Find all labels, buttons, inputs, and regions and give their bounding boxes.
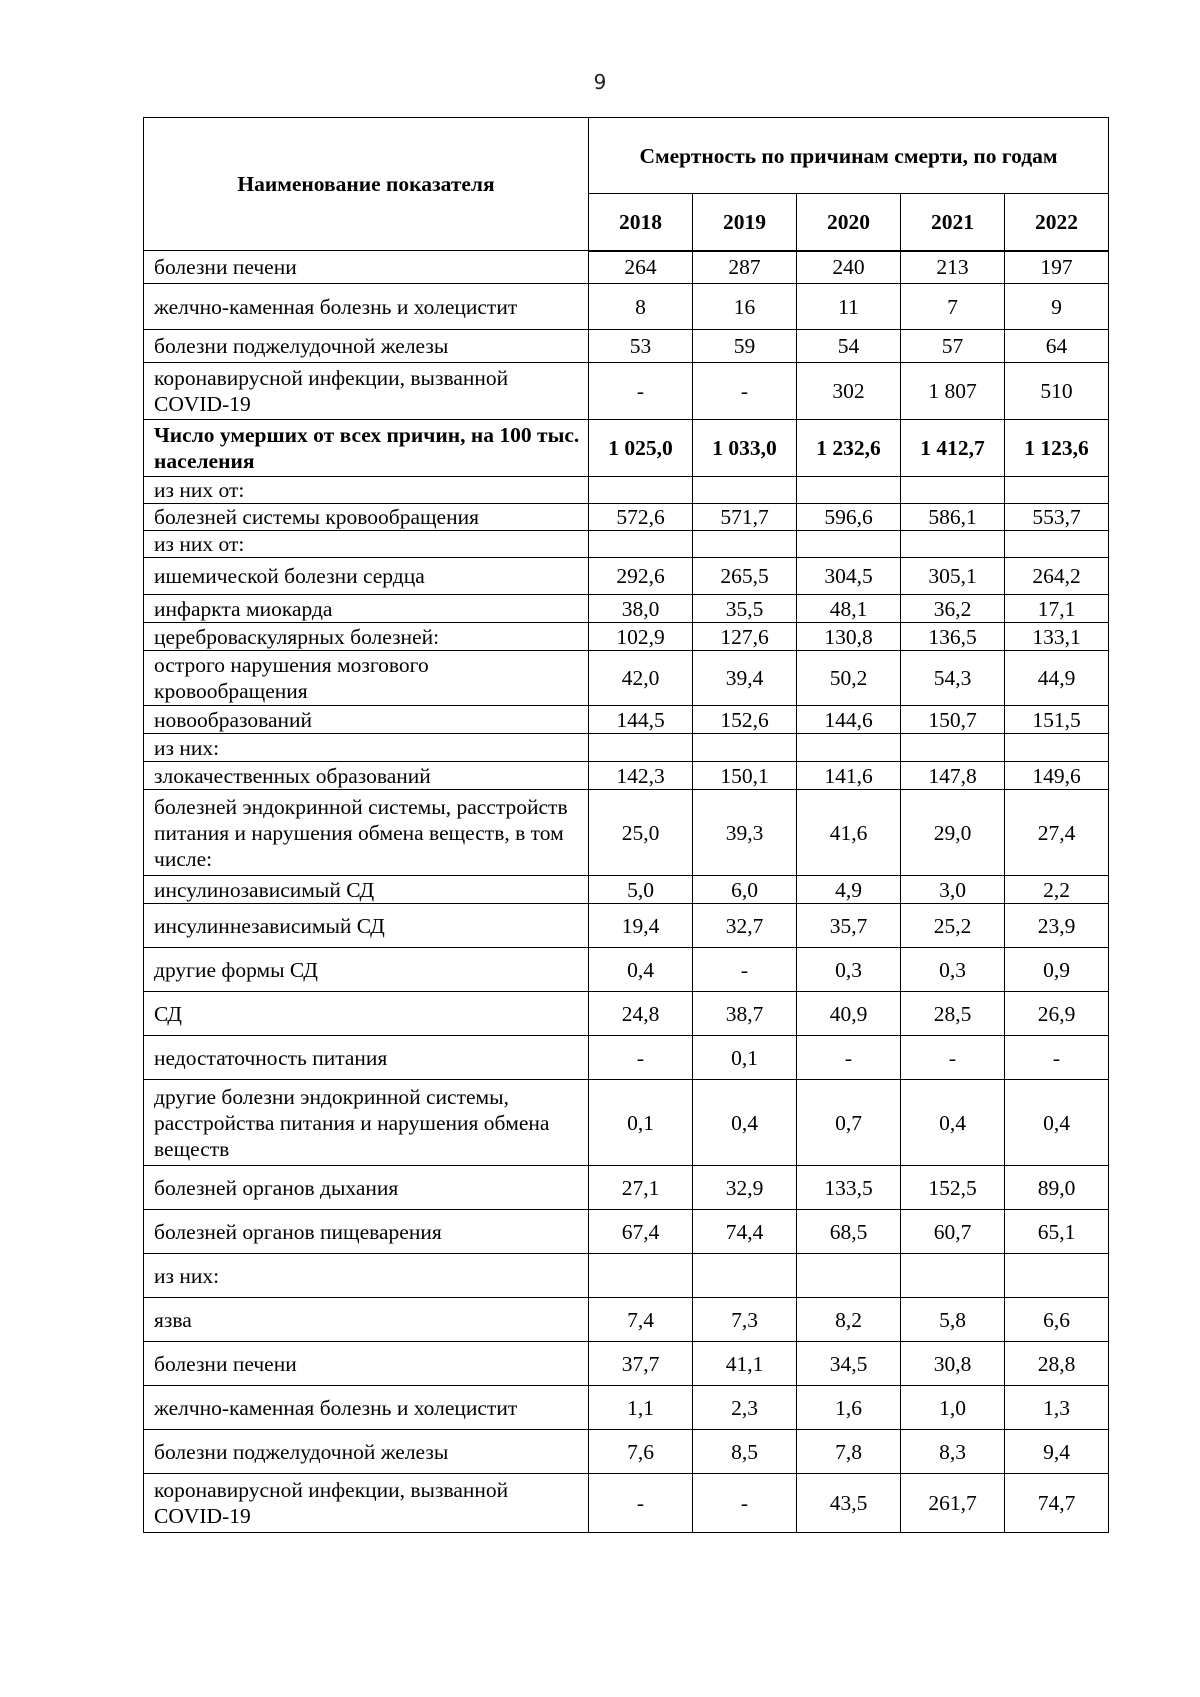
value-cell: 0,4 [901, 1080, 1005, 1166]
table-row [144, 651, 1109, 706]
value-cell: 41,1 [693, 1342, 797, 1386]
value-cell: 6,0 [693, 876, 797, 904]
value-cell: 197 [1005, 251, 1109, 284]
value-cell [901, 734, 1005, 762]
value-cell: 9 [1005, 284, 1109, 330]
value-cell: 30,8 [901, 1342, 1005, 1386]
value-cell [1005, 734, 1109, 762]
table-row [144, 363, 1109, 420]
value-cell: 5,8 [901, 1298, 1005, 1342]
value-cell: 1 232,6 [797, 420, 901, 477]
value-cell: 305,1 [901, 558, 1005, 595]
row-label: из них: [144, 734, 589, 762]
value-cell: 287 [693, 251, 797, 284]
value-cell: 1,6 [797, 1386, 901, 1430]
value-cell: 28,5 [901, 992, 1005, 1036]
value-cell: 152,6 [693, 706, 797, 734]
value-cell [901, 531, 1005, 558]
year-header: 2018 [589, 194, 693, 251]
value-cell: 149,6 [1005, 762, 1109, 790]
value-cell: 133,5 [797, 1166, 901, 1210]
value-cell: 39,4 [693, 651, 797, 706]
value-cell: 9,4 [1005, 1430, 1109, 1474]
value-cell: 0,9 [1005, 948, 1109, 992]
value-cell: 24,8 [589, 992, 693, 1036]
row-label: болезни печени [144, 251, 589, 284]
value-cell: 34,5 [797, 1342, 901, 1386]
value-cell: 74,4 [693, 1210, 797, 1254]
page-number: 9 [593, 70, 607, 94]
value-cell: 41,6 [797, 790, 901, 876]
value-cell: 65,1 [1005, 1210, 1109, 1254]
table-row [144, 1210, 1109, 1254]
value-cell: 25,0 [589, 790, 693, 876]
value-cell: 1 123,6 [1005, 420, 1109, 477]
value-cell: 0,4 [1005, 1080, 1109, 1166]
table-row [144, 1342, 1109, 1386]
value-cell: 0,3 [901, 948, 1005, 992]
value-cell: - [589, 1036, 693, 1080]
value-cell: 133,1 [1005, 623, 1109, 651]
value-cell: 68,5 [797, 1210, 901, 1254]
value-cell: 43,5 [797, 1474, 901, 1533]
value-cell: 60,7 [901, 1210, 1005, 1254]
value-cell: 7,3 [693, 1298, 797, 1342]
value-cell: 26,9 [1005, 992, 1109, 1036]
value-cell [693, 734, 797, 762]
value-cell: 261,7 [901, 1474, 1005, 1533]
row-label: болезней органов дыхания [144, 1166, 589, 1210]
value-cell: 54 [797, 330, 901, 363]
table-row [144, 623, 1109, 651]
value-cell: - [797, 1036, 901, 1080]
year-header: 2022 [1005, 194, 1109, 251]
table-row [144, 904, 1109, 948]
value-cell: 102,9 [589, 623, 693, 651]
value-cell: 1,3 [1005, 1386, 1109, 1430]
value-cell: 64 [1005, 330, 1109, 363]
value-cell: - [693, 363, 797, 420]
value-cell [589, 1254, 693, 1298]
value-cell: 510 [1005, 363, 1109, 420]
value-cell [589, 477, 693, 504]
row-label: инфаркта миокарда [144, 595, 589, 623]
table-row [144, 1036, 1109, 1080]
value-cell: 144,6 [797, 706, 901, 734]
value-cell: 144,5 [589, 706, 693, 734]
value-cell [1005, 477, 1109, 504]
year-header: 2020 [797, 194, 901, 251]
value-cell: - [693, 948, 797, 992]
value-cell: 89,0 [1005, 1166, 1109, 1210]
value-cell: 11 [797, 284, 901, 330]
value-cell [693, 1254, 797, 1298]
table-row [144, 477, 1109, 504]
value-cell: 572,6 [589, 504, 693, 531]
value-cell: 39,3 [693, 790, 797, 876]
value-cell: 8,3 [901, 1430, 1005, 1474]
value-cell: 40,9 [797, 992, 901, 1036]
value-cell: 136,5 [901, 623, 1005, 651]
row-label: болезней органов пищеварения [144, 1210, 589, 1254]
value-cell: 59 [693, 330, 797, 363]
value-cell: 57 [901, 330, 1005, 363]
table-row [144, 1386, 1109, 1430]
mortality-table [143, 117, 1109, 1533]
value-cell [901, 1254, 1005, 1298]
value-cell: 8,2 [797, 1298, 901, 1342]
value-cell: 27,1 [589, 1166, 693, 1210]
row-label: новообразований [144, 706, 589, 734]
value-cell: 44,9 [1005, 651, 1109, 706]
value-cell: 1 025,0 [589, 420, 693, 477]
value-cell [901, 477, 1005, 504]
value-cell: 264 [589, 251, 693, 284]
value-cell: 151,5 [1005, 706, 1109, 734]
row-label: желчно-каменная болезнь и холецистит [144, 1386, 589, 1430]
value-cell: 8,5 [693, 1430, 797, 1474]
value-cell: 147,8 [901, 762, 1005, 790]
table-row [144, 595, 1109, 623]
value-cell: 16 [693, 284, 797, 330]
row-label: болезни поджелудочной железы [144, 330, 589, 363]
value-cell: 7,6 [589, 1430, 693, 1474]
table-row [144, 1166, 1109, 1210]
value-cell: 42,0 [589, 651, 693, 706]
year-header: 2021 [901, 194, 1005, 251]
value-cell: 32,7 [693, 904, 797, 948]
value-cell: 35,5 [693, 595, 797, 623]
value-cell: 50,2 [797, 651, 901, 706]
table-row [144, 992, 1109, 1036]
value-cell: 553,7 [1005, 504, 1109, 531]
table-row [144, 330, 1109, 363]
value-cell [1005, 531, 1109, 558]
value-cell: 38,0 [589, 595, 693, 623]
row-label: болезни печени [144, 1342, 589, 1386]
row-label: из них: [144, 1254, 589, 1298]
value-cell [1005, 1254, 1109, 1298]
row-label: из них от: [144, 531, 589, 558]
value-cell: 0,3 [797, 948, 901, 992]
value-cell: 32,9 [693, 1166, 797, 1210]
row-label: СД [144, 992, 589, 1036]
value-cell [797, 1254, 901, 1298]
row-label: инсулинозависимый СД [144, 876, 589, 904]
value-cell: - [693, 1474, 797, 1533]
value-cell: 130,8 [797, 623, 901, 651]
row-label: недостаточность питания [144, 1036, 589, 1080]
row-label: острого нарушения мозгового кровообращения [144, 651, 589, 706]
value-cell: 0,1 [693, 1036, 797, 1080]
value-cell [797, 477, 901, 504]
table-row [144, 558, 1109, 595]
row-label: ишемической болезни сердца [144, 558, 589, 595]
table-row [144, 1430, 1109, 1474]
row-label: инсулиннезависимый СД [144, 904, 589, 948]
value-cell: 152,5 [901, 1166, 1005, 1210]
value-cell: 7,4 [589, 1298, 693, 1342]
value-cell: 0,4 [693, 1080, 797, 1166]
value-cell: 27,4 [1005, 790, 1109, 876]
value-cell: 142,3 [589, 762, 693, 790]
table-row [144, 1080, 1109, 1166]
table-row [144, 790, 1109, 876]
value-cell: 150,1 [693, 762, 797, 790]
value-cell [797, 734, 901, 762]
table-row [144, 420, 1109, 477]
table-row [144, 948, 1109, 992]
table-row [144, 531, 1109, 558]
value-cell: - [1005, 1036, 1109, 1080]
value-cell: 6,6 [1005, 1298, 1109, 1342]
value-cell: 2,3 [693, 1386, 797, 1430]
value-cell: 19,4 [589, 904, 693, 948]
value-cell: 48,1 [797, 595, 901, 623]
group-header: Смертность по причинам смерти, по годам [589, 118, 1109, 194]
value-cell: 67,4 [589, 1210, 693, 1254]
row-label: коронавирусной инфекции, вызванной COVID-19 [144, 363, 589, 420]
value-cell: 4,9 [797, 876, 901, 904]
table-row [144, 1298, 1109, 1342]
value-cell: 1 807 [901, 363, 1005, 420]
value-cell: 0,1 [589, 1080, 693, 1166]
indicator-header: Наименование показателя [144, 118, 589, 251]
row-label: другие болезни эндокринной системы, расстройства питания и нарушения обмена веществ [144, 1080, 589, 1166]
value-cell [589, 531, 693, 558]
value-cell: 25,2 [901, 904, 1005, 948]
value-cell: 265,5 [693, 558, 797, 595]
value-cell: 150,7 [901, 706, 1005, 734]
table-body [144, 251, 1109, 1533]
value-cell: 17,1 [1005, 595, 1109, 623]
value-cell: 213 [901, 251, 1005, 284]
value-cell [693, 477, 797, 504]
value-cell: 1 033,0 [693, 420, 797, 477]
value-cell: 0,7 [797, 1080, 901, 1166]
value-cell: 7,8 [797, 1430, 901, 1474]
value-cell: 36,2 [901, 595, 1005, 623]
value-cell: 54,3 [901, 651, 1005, 706]
row-label: коронавирусной инфекции, вызванной COVID-19 [144, 1474, 589, 1533]
value-cell: 1,1 [589, 1386, 693, 1430]
value-cell: 74,7 [1005, 1474, 1109, 1533]
row-label: болезней эндокринной системы, расстройств питания и нарушения обмена веществ, в том числе: [144, 790, 589, 876]
value-cell: 2,2 [1005, 876, 1109, 904]
table-row [144, 876, 1109, 904]
value-cell [797, 531, 901, 558]
value-cell: 3,0 [901, 876, 1005, 904]
value-cell: 571,7 [693, 504, 797, 531]
value-cell: 38,7 [693, 992, 797, 1036]
row-label: из них от: [144, 477, 589, 504]
value-cell: 0,4 [589, 948, 693, 992]
value-cell: 7 [901, 284, 1005, 330]
table-header [144, 118, 1109, 251]
row-label: другие формы СД [144, 948, 589, 992]
value-cell [589, 734, 693, 762]
value-cell: - [589, 363, 693, 420]
value-cell: 264,2 [1005, 558, 1109, 595]
value-cell: 127,6 [693, 623, 797, 651]
table-row [144, 762, 1109, 790]
value-cell: 302 [797, 363, 901, 420]
year-header: 2019 [693, 194, 797, 251]
table-row [144, 284, 1109, 330]
row-label: злокачественных образований [144, 762, 589, 790]
value-cell: 28,8 [1005, 1342, 1109, 1386]
table-row [144, 504, 1109, 531]
value-cell: 141,6 [797, 762, 901, 790]
value-cell: 596,6 [797, 504, 901, 531]
value-cell: - [589, 1474, 693, 1533]
table-row [144, 706, 1109, 734]
row-label: язва [144, 1298, 589, 1342]
value-cell: 53 [589, 330, 693, 363]
value-cell: 29,0 [901, 790, 1005, 876]
value-cell: 304,5 [797, 558, 901, 595]
value-cell: 37,7 [589, 1342, 693, 1386]
value-cell: 586,1 [901, 504, 1005, 531]
row-label: болезней системы кровообращения [144, 504, 589, 531]
row-label: Число умерших от всех причин, на 100 тыс. населения [144, 420, 589, 477]
value-cell: 292,6 [589, 558, 693, 595]
value-cell: 1 412,7 [901, 420, 1005, 477]
row-label: цереброваскулярных болезней: [144, 623, 589, 651]
value-cell: 8 [589, 284, 693, 330]
value-cell: 240 [797, 251, 901, 284]
value-cell: 1,0 [901, 1386, 1005, 1430]
table-row [144, 1254, 1109, 1298]
value-cell: - [901, 1036, 1005, 1080]
row-label: болезни поджелудочной железы [144, 1430, 589, 1474]
value-cell: 5,0 [589, 876, 693, 904]
value-cell: 35,7 [797, 904, 901, 948]
row-label: желчно-каменная болезнь и холецистит [144, 284, 589, 330]
value-cell: 23,9 [1005, 904, 1109, 948]
table-row [144, 251, 1109, 284]
value-cell [693, 531, 797, 558]
table-row [144, 1474, 1109, 1533]
table-row [144, 734, 1109, 762]
